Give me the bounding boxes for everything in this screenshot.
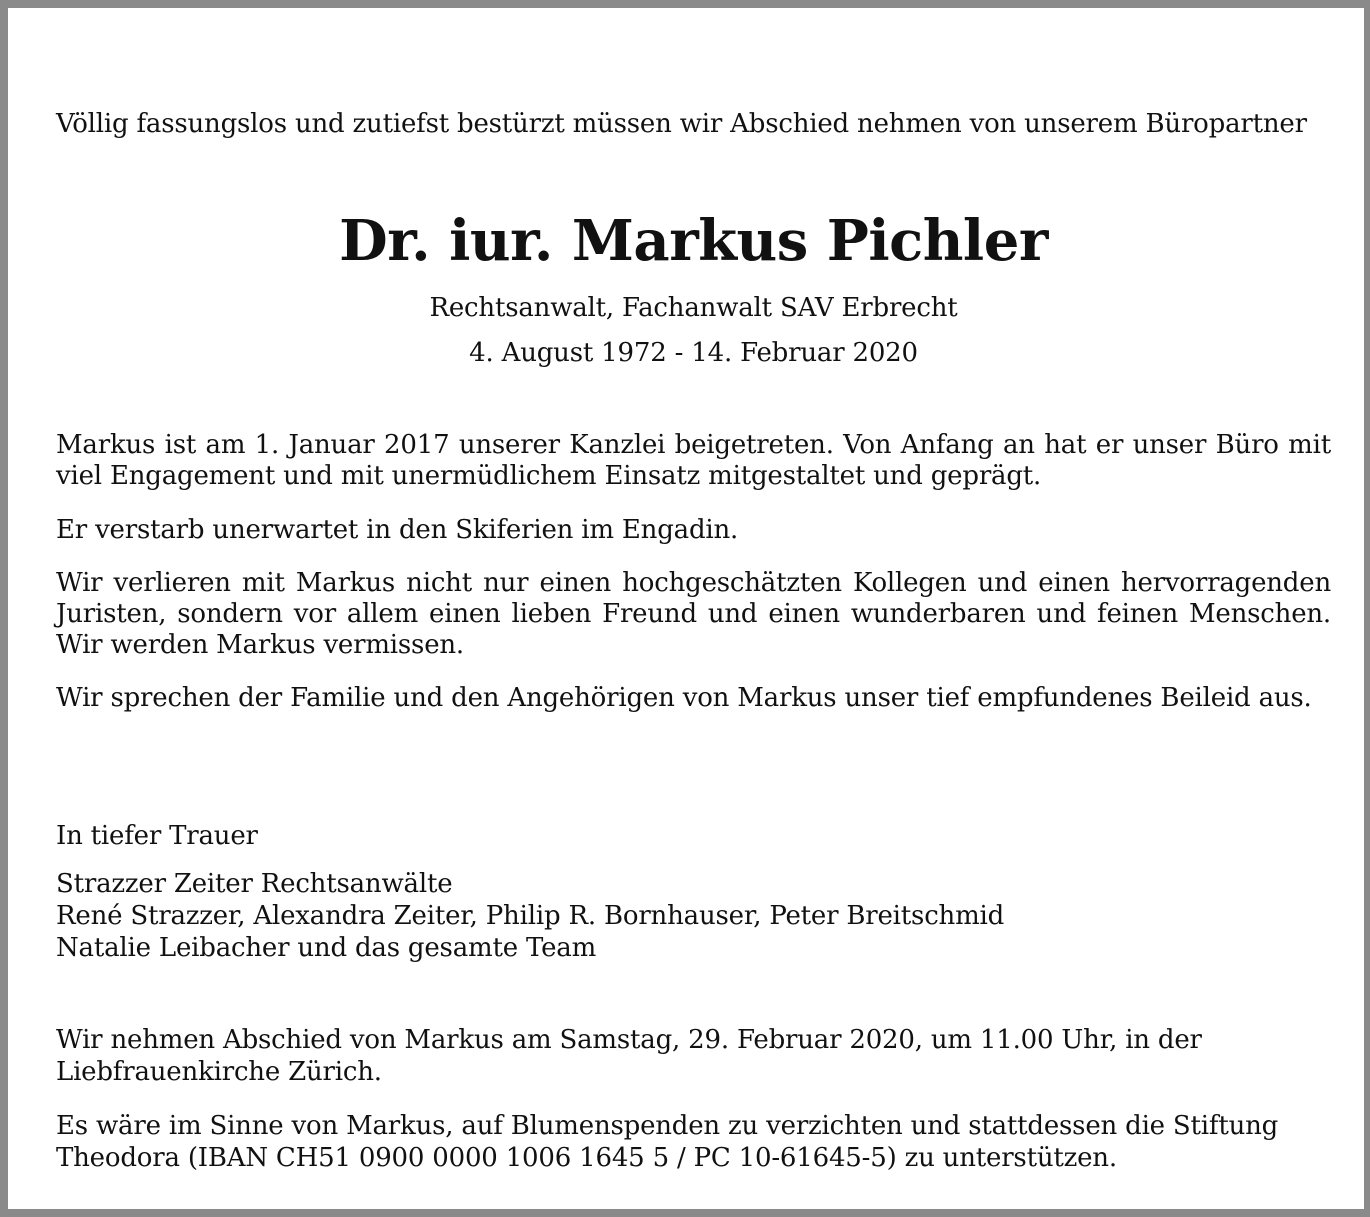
signature-team: Natalie Leibacher und das gesamte Team (56, 933, 597, 963)
paragraph-loss: Wir verlieren mit Markus nicht nur einen hochgeschätzten Kollegen und einen hervorragenden Juristen, sondern vor allem einen lieben Freund und einen wunderbaren und feinen Menschen. Wir werden Markus vermissen. (56, 568, 1331, 660)
mourning-line: In tiefer Trauer (56, 821, 258, 851)
signature-block (56, 868, 1331, 964)
signature-firm: Strazzer Zeiter Rechtsanwälte (56, 869, 453, 899)
paragraph-death: Er verstarb unerwartet in den Skiferien im Engadin. (56, 515, 739, 545)
donation-line-2: Theodora (IBAN CH51 0900 0000 1006 1645 5 / PC 10-61645-5) zu unterstützen. (56, 1143, 1117, 1173)
donation-info (56, 1110, 1331, 1174)
paragraph-condolences: Wir sprechen der Familie und den Angehörigen von Markus unser tief empfundenes Beileid aus. (56, 683, 1312, 713)
life-dates: 4. August 1972 - 14. Februar 2020 (469, 338, 918, 368)
donation-line-1: Es wäre im Sinne von Markus, auf Blumenspenden zu verzichten und stattdessen die Stiftung (56, 1111, 1279, 1141)
deceased-name: Dr. iur. Markus Pichler (339, 208, 1048, 274)
intro-text: Völlig fassungslos und zutiefst bestürzt müssen wir Abschied nehmen von unserem Büropartner (56, 109, 1307, 139)
farewell-line-1: Wir nehmen Abschied von Markus am Samstag, 29. Februar 2020, um 11.00 Uhr, in der (56, 1025, 1202, 1055)
paragraph-joining: Markus ist am 1. Januar 2017 unserer Kanzlei beigetreten. Von Anfang an hat er unser Büro mit viel Engagement und mit unermüdlichem Einsatz mitgestaltet und geprägt. (56, 430, 1331, 491)
farewell-line-2: Liebfrauenkirche Zürich. (56, 1057, 382, 1087)
farewell-info (56, 1024, 1331, 1088)
deceased-role: Rechtsanwalt, Fachanwalt SAV Erbrecht (429, 293, 958, 323)
signature-partners: René Strazzer, Alexandra Zeiter, Philip R. Bornhauser, Peter Breitschmid (56, 901, 1005, 931)
